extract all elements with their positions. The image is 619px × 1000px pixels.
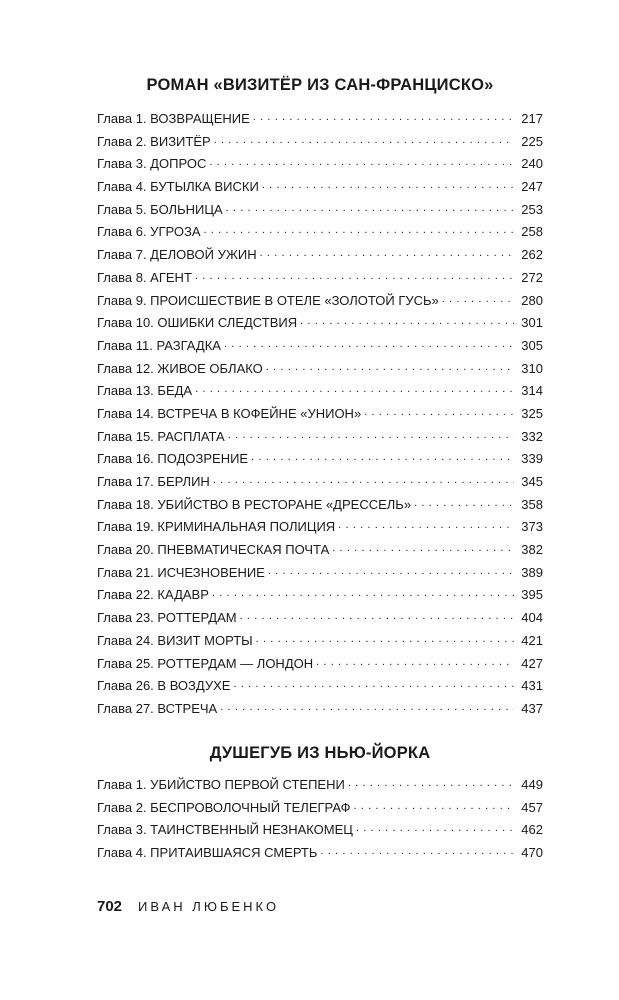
toc-entry-page: 389 xyxy=(521,564,543,580)
toc-entry-title: Глава 1. ВОЗВРАЩЕНИЕ xyxy=(97,111,250,126)
toc-dot-leader xyxy=(300,314,514,327)
toc-entry-title: Глава 3. ДОПРОС xyxy=(97,156,207,172)
toc-dot-leader xyxy=(195,269,514,282)
toc-entry xyxy=(97,609,543,632)
toc-entry-title: Глава 20. ПНЕВМАТИЧЕСКАЯ ПОЧТА xyxy=(97,542,330,558)
section-title-strangler: ДУШЕГУБ ИЗ НЬЮ-ЙОРКА xyxy=(209,744,431,762)
toc-dot-leader xyxy=(348,776,514,789)
toc-dot-leader xyxy=(251,450,514,463)
toc-entry-title: Глава 18. УБИЙСТВО В РЕСТОРАНЕ «ДРЕССЕЛЬ» xyxy=(97,496,412,512)
toc-entry xyxy=(97,541,543,564)
toc-dot-leader xyxy=(266,360,514,373)
toc-entry-page: 421 xyxy=(521,632,543,648)
toc-entry-page: 332 xyxy=(521,428,543,444)
toc-entry xyxy=(97,632,543,655)
toc-entry-page: 301 xyxy=(521,315,543,331)
toc-entry-title: Глава 8. АГЕНТ xyxy=(97,269,192,285)
toc-entry xyxy=(97,700,543,723)
toc-dot-leader xyxy=(364,405,514,418)
toc-entry xyxy=(97,201,543,224)
toc-entry xyxy=(97,292,543,315)
toc-dot-leader xyxy=(320,844,514,857)
toc-entry xyxy=(97,382,543,405)
toc-entry-title: Глава 2. БЕСПРОВОЛОЧНЫЙ ТЕЛЕГРАФ xyxy=(97,799,351,815)
toc-entry xyxy=(97,269,543,292)
toc-entry xyxy=(97,246,543,269)
toc-entry-title: Глава 21. ИСЧЕЗНОВЕНИЕ xyxy=(97,564,265,580)
toc-entry-title: Глава 14. ВСТРЕЧА В КОФЕЙНЕ «УНИОН» xyxy=(97,405,362,421)
toc-entry-page: 457 xyxy=(521,799,543,815)
toc-dot-leader xyxy=(204,223,515,236)
toc-entry-page: 325 xyxy=(521,405,543,421)
toc-entry-title: Глава 22. КАДАВР xyxy=(97,587,209,603)
toc-entry-title: Глава 11. РАЗГАДКА xyxy=(97,337,221,353)
toc-dot-leader xyxy=(214,133,514,146)
toc-entry-page: 395 xyxy=(521,587,543,603)
toc-dot-leader xyxy=(209,155,514,168)
toc-entry-page: 240 xyxy=(521,156,543,172)
toc-entry xyxy=(97,564,543,587)
toc-entry-page: 217 xyxy=(521,111,543,126)
toc-entry-page: 280 xyxy=(521,292,543,308)
toc-dot-leader xyxy=(253,110,514,123)
toc-entry-title: Глава 10. ОШИБКИ СЛЕДСТВИЯ xyxy=(97,315,298,331)
toc-dot-leader xyxy=(256,632,514,645)
toc-entry-page: 382 xyxy=(521,542,543,558)
toc-entry-title: Глава 17. БЕРЛИН xyxy=(97,474,210,489)
toc-entry-title: Глава 24. ВИЗИТ МОРТЫ xyxy=(97,632,253,648)
toc-entry-page: 404 xyxy=(521,610,543,626)
toc-entry xyxy=(97,586,543,609)
toc-entry-page: 305 xyxy=(521,337,543,353)
toc-entry-page: 262 xyxy=(521,247,543,263)
toc-dot-leader xyxy=(240,609,514,622)
toc-entry-title: Глава 7. ДЕЛОВОЙ УЖИН xyxy=(97,247,257,263)
toc-entry xyxy=(97,110,543,133)
toc-entry-page: 247 xyxy=(521,179,543,195)
toc-entry-title: Глава 23. РОТТЕРДАМ xyxy=(97,610,237,626)
toc-entry xyxy=(97,428,543,451)
toc-entry xyxy=(97,799,543,822)
toc-entry xyxy=(97,518,543,541)
toc-entry xyxy=(97,776,543,799)
toc-dot-leader xyxy=(233,677,514,690)
toc-entry-page: 449 xyxy=(521,777,543,792)
toc-dot-leader xyxy=(226,201,514,214)
toc-entry-title: Глава 4. БУТЫЛКА ВИСКИ xyxy=(97,179,259,195)
toc-dot-leader xyxy=(442,292,514,305)
toc-entry-page: 314 xyxy=(521,383,543,399)
toc-entry xyxy=(97,133,543,156)
toc-dot-leader xyxy=(260,246,514,259)
toc-dot-leader xyxy=(353,799,514,812)
toc-entry-page: 427 xyxy=(521,655,543,671)
toc-entry-title: Глава 27. ВСТРЕЧА xyxy=(97,700,218,716)
toc-dot-leader xyxy=(338,518,514,531)
toc-list-strangler xyxy=(97,776,543,867)
toc-entry-page: 345 xyxy=(521,474,543,489)
toc-entry-title: Глава 12. ЖИВОЕ ОБЛАКО xyxy=(97,360,263,376)
toc-entry xyxy=(97,450,543,473)
toc-dot-leader xyxy=(414,496,514,509)
toc-dot-leader xyxy=(195,382,514,395)
toc-entry-title: Глава 9. ПРОИСШЕСТВИЕ В ОТЕЛЕ «ЗОЛОТОЙ ГУСЬ» xyxy=(97,292,439,308)
footer-page-number: 702 xyxy=(97,898,123,915)
toc-entry xyxy=(97,844,543,867)
page-footer xyxy=(97,898,279,915)
toc-entry-page: 431 xyxy=(521,678,543,694)
toc-entry xyxy=(97,405,543,428)
toc-entry-page: 358 xyxy=(521,496,543,512)
toc-entry-title: Глава 19. КРИМИНАЛЬНАЯ ПОЛИЦИЯ xyxy=(97,519,336,535)
toc-entry-page: 339 xyxy=(521,451,543,467)
toc-dot-leader xyxy=(356,821,514,834)
toc-dot-leader xyxy=(213,473,514,486)
toc-entry-title: Глава 26. В ВОЗДУХЕ xyxy=(97,678,231,694)
toc-entry xyxy=(97,473,543,496)
toc-entry xyxy=(97,655,543,678)
toc-entry-title: Глава 2. ВИЗИТЁР xyxy=(97,133,211,149)
toc-entry xyxy=(97,223,543,246)
toc-entry-title: Глава 1. УБИЙСТВО ПЕРВОЙ СТЕПЕНИ xyxy=(97,777,345,792)
toc-dot-leader xyxy=(332,541,514,554)
toc-dot-leader xyxy=(220,700,514,713)
toc-entry-page: 253 xyxy=(521,201,543,217)
toc-dot-leader xyxy=(224,337,514,350)
toc-entry xyxy=(97,337,543,360)
toc-entry-page: 462 xyxy=(521,822,543,838)
toc-entry xyxy=(97,821,543,844)
toc-entry-title: Глава 3. ТАИНСТВЕННЫЙ НЕЗНАКОМЕЦ xyxy=(97,822,353,838)
toc-entry-title: Глава 4. ПРИТАИВШАЯСЯ СМЕРТЬ xyxy=(97,845,318,861)
toc-entry-page: 470 xyxy=(521,845,543,861)
toc-entry-title: Глава 6. УГРОЗА xyxy=(97,224,201,240)
toc-entry-page: 225 xyxy=(521,133,543,149)
toc-entry-page: 258 xyxy=(521,224,543,240)
toc-entry-title: Глава 13. БЕДА xyxy=(97,383,193,399)
toc-entry xyxy=(97,677,543,700)
toc-dot-leader xyxy=(268,564,514,577)
toc-entry-title: Глава 15. РАСПЛАТА xyxy=(97,428,225,444)
toc-entry-page: 272 xyxy=(521,269,543,285)
toc-entry-title: Глава 25. РОТТЕРДАМ — ЛОНДОН xyxy=(97,655,314,671)
toc-dot-leader xyxy=(316,655,514,668)
toc-entry-page: 310 xyxy=(521,360,543,376)
toc-dot-leader xyxy=(262,178,514,191)
toc-dot-leader xyxy=(212,586,514,599)
toc-entry xyxy=(97,178,543,201)
toc-list-visitor xyxy=(97,110,543,723)
footer-author: ИВАН ЛЮБЕНКО xyxy=(138,899,280,914)
toc-entry xyxy=(97,155,543,178)
section-title-visitor: РОМАН «ВИЗИТЁР ИЗ САН-ФРАНЦИСКО» xyxy=(146,76,494,94)
toc-entry xyxy=(97,360,543,383)
toc-entry-title: Глава 16. ПОДОЗРЕНИЕ xyxy=(97,451,249,467)
toc-entry-title: Глава 5. БОЛЬНИЦА xyxy=(97,201,223,217)
toc-entry-page: 437 xyxy=(521,700,543,716)
toc-dot-leader xyxy=(228,428,514,441)
toc-entry xyxy=(97,314,543,337)
toc-entry xyxy=(97,496,543,519)
toc-entry-page: 373 xyxy=(521,519,543,535)
